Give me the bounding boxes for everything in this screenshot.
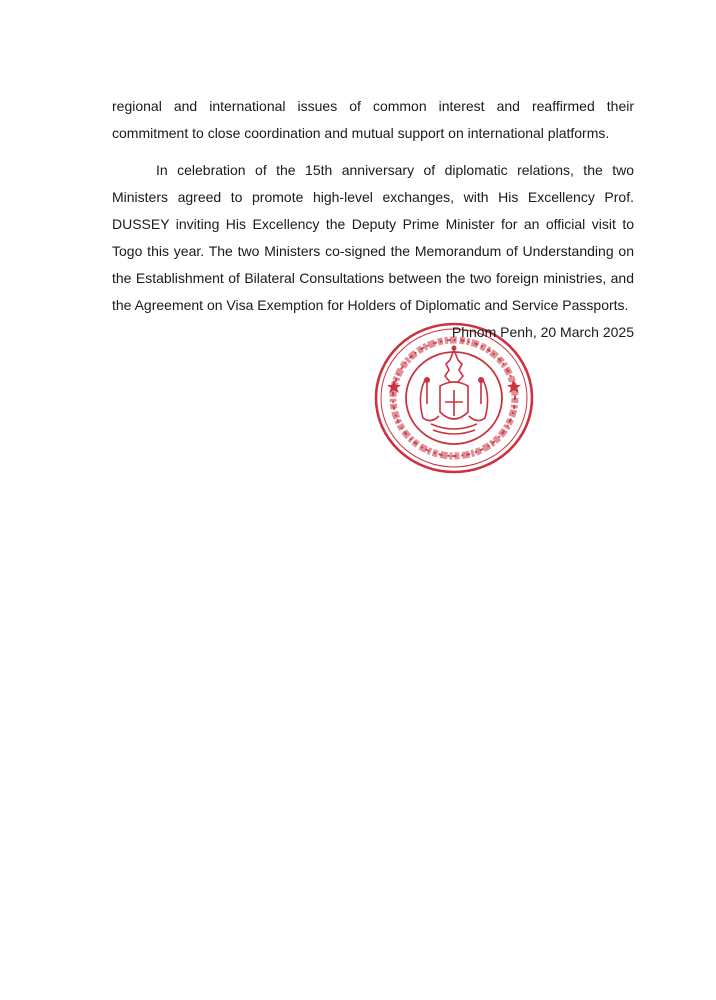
place-date-line: Phnom Penh, 20 March 2025	[451, 324, 634, 340]
paragraph-continued: regional and international issues of common interest and reaffirmed their commitment to close coordination and mutual support on international platforms.	[112, 98, 634, 141]
body-text	[112, 93, 634, 319]
paragraph-anniversary: In celebration of the 15th anniversary of diplomatic relations, the two Ministers agreed to promote high-level exchanges, with His Excellency Prof. DUSSEY inviting His Excellency the Deputy Prime Minister for an official visit to Togo this year. The two Ministers co-signed the Memorandum of Understanding on the Establishment of Bilateral Consultations between the two foreign ministries, and the Agreement on Visa Exemption for Holders of Diplomatic and Service Passports.	[112, 162, 634, 313]
official-seal-icon	[373, 320, 535, 476]
